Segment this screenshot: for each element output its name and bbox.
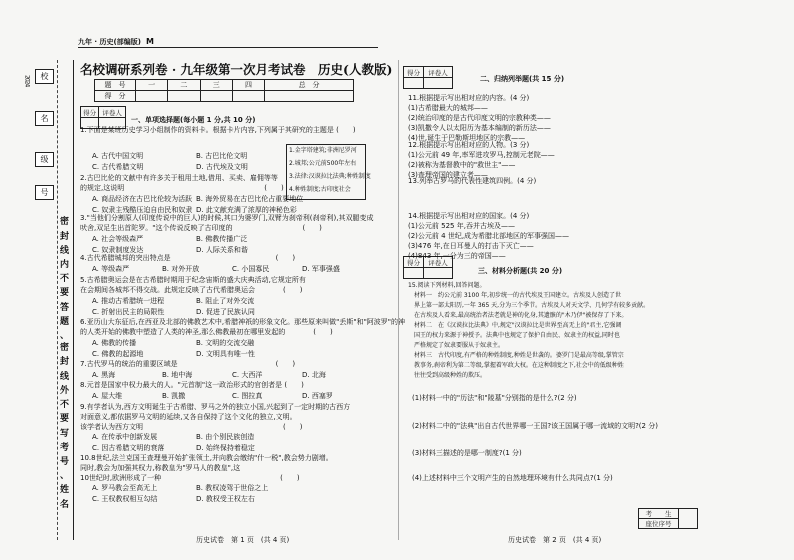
option-q2: C. 奴隶主残酷压迫自由民和奴隶 xyxy=(92,206,193,214)
seal-char: 姓 xyxy=(60,485,70,495)
score-table xyxy=(94,79,354,102)
score-cell[interactable] xyxy=(136,91,168,102)
option-q2: A. 商品经济在古巴比伦较为活跃 xyxy=(92,195,193,203)
school-label: 校 xyxy=(35,69,54,84)
option-q1: A. 古代中国文明 xyxy=(92,152,144,160)
question-q10-line: 10世纪时,欧洲形成了一种 ( ) xyxy=(80,474,300,482)
score-cell[interactable] xyxy=(168,91,200,102)
score-cell[interactable] xyxy=(265,91,354,102)
grader-box-label: 评卷人 xyxy=(423,257,452,268)
seal-char: 名 xyxy=(60,500,70,510)
question-q1-line: 1.下面是某班历史学习小组制作的资料卡。根据卡片内容,下列属于其研究的主题是 ( ) xyxy=(80,126,356,134)
option-q5: C. 折射出民主的局限性 xyxy=(92,308,165,316)
question-q15-line: 15.阅读下列材料,回答问题。 xyxy=(408,282,486,289)
option-q10: D. 教权受王权左右 xyxy=(196,495,255,503)
part3-heading: 三、材料分析题(共 20 分) xyxy=(478,267,563,275)
seal-char: 不 xyxy=(60,274,70,284)
question-q11-line: (2)统治印度的是古代印度文明的宗教种类—— xyxy=(408,114,551,122)
question-q15-line: 材料二 在《汉谟拉比法典》中,规定"汉谟拉比是世界至高无上的"君主,它强调 xyxy=(414,322,622,329)
class-label: 级 xyxy=(35,152,54,167)
option-q4: C. 小国寡民 xyxy=(232,265,270,273)
score-box-label: 得分 xyxy=(81,107,99,118)
header-rule xyxy=(78,47,378,48)
option-q10: B. 教权凌驾于世俗之上 xyxy=(196,484,269,492)
question-q14-line: (4)843 年,一分为三的帝国—— xyxy=(408,252,506,260)
question-q14-line: (2)公元前 4 世纪,成为希腊北部地区的军事强国—— xyxy=(408,232,570,240)
version-mark: M xyxy=(146,37,154,46)
grade-subject: 九年 · 历史(部编版) xyxy=(78,38,141,46)
seal-char: 不 xyxy=(60,400,70,410)
grader-box-cell[interactable] xyxy=(423,78,452,89)
option-q6: D. 文明具有唯一性 xyxy=(196,350,255,358)
card-line: 3.法律:汉谟拉比法典;种姓制度 xyxy=(289,173,371,180)
seal-char: 要 xyxy=(60,288,70,298)
score-box-cell[interactable] xyxy=(404,268,424,279)
name-label: 名 xyxy=(35,111,54,126)
resource-card xyxy=(286,144,371,200)
question-q3-line: 吠舍,双足生出首陀罗。"这个传说反映了古印度的 ( ) xyxy=(80,224,322,232)
option-q2: B. 海外贸易在古巴比伦占重要地位 xyxy=(196,195,304,203)
grader-box-label: 评卷人 xyxy=(423,67,452,78)
option-q6: A. 佛教的传播 xyxy=(92,339,137,347)
question-q12-line: (2)被称为基督教中的"救世主"—— xyxy=(408,161,516,169)
question-q14-line: (1)公元前 525 年,吞并古埃及—— xyxy=(408,222,515,230)
seal-char: 内 xyxy=(60,260,70,270)
question-q9-line: 对面意义,都依据罗马文明的延续,又各自保持了这个文化的独立,文明。 xyxy=(80,413,297,421)
part2-heading: 二、归纳列举题(共 15 分) xyxy=(480,75,565,83)
score-box-cell[interactable] xyxy=(404,78,424,89)
option-q5: B. 阻止了对外交流 xyxy=(196,297,255,305)
question-q11-line: (4)世,诞生于巴勒斯坦地区的宗教—— xyxy=(408,134,526,142)
subquestion-1: (1)材料一中的"历法"和"陵墓"分别指的是什么?(2 分) xyxy=(412,394,577,402)
option-q8: A. 屋大维 xyxy=(92,392,123,400)
question-q15-line: 教事务,刹帝利为第二等级,掌握着军政大权。在这种制度之下,社会中的低级种姓 xyxy=(414,362,624,369)
question-q11-line: 11.根据提示写出相对应的内容。(4 分) xyxy=(408,94,530,102)
option-q1: B. 古巴比伦文明 xyxy=(196,152,248,160)
question-q7-line: 7.古代罗马的统治的重要区域是 ( ) xyxy=(80,360,296,368)
seal-char: 线 xyxy=(60,372,70,382)
question-q11-line: (1)古希腊最大的城邦—— xyxy=(408,104,488,112)
seal-char: 号 xyxy=(60,457,70,467)
footer-left: 历史试卷 第 1 页 (共 4 页) xyxy=(196,536,290,544)
question-q13-line: 13.列举古罗马的代表性建筑四例。(4 分) xyxy=(408,177,537,185)
center-divider xyxy=(398,60,399,540)
score-col-3: 三 xyxy=(200,80,232,91)
seal-char: 答 xyxy=(60,303,70,313)
option-q4: A. 等级森严 xyxy=(92,265,130,273)
option-q8: D. 西塞罗 xyxy=(302,392,333,400)
question-q15-line: 往往受到高级种姓的欺压。 xyxy=(414,372,487,379)
option-q3: C. 奴隶制度发达 xyxy=(92,246,144,254)
option-q4: B. 对外开放 xyxy=(162,265,200,273)
grader-box-cell[interactable] xyxy=(423,268,452,279)
question-q15-line: 国王的权力来源于神授予。法典中也规定了保护自由民、奴隶主的权益,同时也 xyxy=(414,332,620,339)
question-q2-line: 的规定,这说明 ( ) xyxy=(80,184,284,192)
seal-char: 线 xyxy=(60,246,70,256)
question-q14-line: (3)476 年,在日耳曼人的打击下灭亡—— xyxy=(408,242,534,250)
score-col-2: 二 xyxy=(168,80,200,91)
score-col-total: 总 分 xyxy=(265,80,354,91)
score-col-label: 题 号 xyxy=(95,80,136,91)
question-q6-line: 的人类开始的佛教中塑造了人类的神圣,那么佛教最初在哪里发起的 ( ) xyxy=(80,328,333,336)
seal-char: 考 xyxy=(60,443,70,453)
score-row-label: 得 分 xyxy=(95,91,136,102)
option-q8: B. 凯撒 xyxy=(162,392,186,400)
seat-label-1: 考 生 xyxy=(639,509,679,519)
question-q12-line: (1)公元前 49 年,率军进攻罗马,控制元老院—— xyxy=(408,151,555,159)
footer-right: 历史试卷 第 2 页 (共 4 页) xyxy=(508,536,602,544)
option-q4: D. 军事强盛 xyxy=(302,265,340,273)
question-q6-line: 6.亚历山大东征后,在西亚及北部的佛教艺术中,希腊神祇的形象文化。那些原来叫做"丢斯"和"阿波罗"的神 xyxy=(80,318,406,326)
option-q1: C. 古代希腊文明 xyxy=(92,163,144,171)
question-q15-line: 界上第一部太阳历,一年 365 天,分为三个季节。古埃及人对天文学、几何学有较多贡献。 xyxy=(414,302,650,309)
grader-box-label: 评卷人 xyxy=(99,107,126,118)
option-q7: C. 大西洋 xyxy=(232,371,263,379)
option-q10: C. 王权教权相互勾结 xyxy=(92,495,158,503)
part1-heading: 一、单项选择题(每小题 1 分,共 10 分) xyxy=(131,116,256,124)
seal-char: 封 xyxy=(60,232,70,242)
option-q3: A. 社会等级森严 xyxy=(92,235,144,243)
question-q4-line: 4.古代希腊城邦的突出特点是 ( ) xyxy=(80,254,296,262)
option-q2: D. 此文献充满了浓厚的神秘色彩 xyxy=(196,206,297,214)
option-q7: B. 地中海 xyxy=(162,371,193,379)
vertical-year: 2024 xyxy=(23,75,31,87)
option-q9: B. 由个别民族创造 xyxy=(196,433,255,441)
score-col-1: 一 xyxy=(136,80,168,91)
question-q9-line: 9.有学者认为,西方文明诞生于古希腊、罗马之外的独立小国,兴起到了一定时期的古西方 xyxy=(80,403,351,411)
question-q15-line: 材料三 古代印度,有严格的种姓制度,种姓是世袭的。婆罗门是最高等级,掌管宗 xyxy=(414,352,624,359)
question-q10-line: 同时,教会为加强其权力,称教皇为"罗马人的教皇",这 xyxy=(80,464,241,472)
seal-char: 要 xyxy=(60,414,70,424)
question-q9-line: 该学者认为西方文明 ( ) xyxy=(80,423,303,431)
question-q10-line: 10.8世纪,法兰克国王查理曼开始扩张领土,并向教会缴纳"什一税",教会势力剧增。 xyxy=(80,454,333,462)
subquestion-4: (4)上述材料中三个文明产生的自然地理环境有什么共同点?(1 分) xyxy=(412,474,613,482)
option-q5: A. 推动古希腊统一进程 xyxy=(92,297,165,305)
seal-dashed-line xyxy=(57,60,58,540)
option-q6: B. 文明的交流交融 xyxy=(196,339,255,347)
subquestion-3: (3)材料三描述的是哪一制度?(1 分) xyxy=(412,449,522,457)
seal-char: 密 xyxy=(60,217,70,227)
option-q9: A. 在传承中创新发展 xyxy=(92,433,158,441)
number-label: 号 xyxy=(35,185,54,200)
option-q5: D. 促进了民族认同 xyxy=(196,308,255,316)
question-q11-line: (3)凯撒令人以太阳历为基本编制的新历法—— xyxy=(408,124,551,132)
question-q15-line: 在古埃及人看来,最高统治者法老就是神的化身,其遗骸的"木乃伊"被保存了下来。 xyxy=(414,312,628,319)
option-q1: D. 古代埃及文明 xyxy=(196,163,248,171)
card-line: 1.金字塔建筑;非洲尼罗河 xyxy=(289,147,357,154)
seat-number-box xyxy=(638,508,698,529)
question-q8-line: 8.元首是国家中权力最大的人。"元首制"这一政治形式的官创者是 ( ) xyxy=(80,381,304,389)
seal-char: 密 xyxy=(60,343,70,353)
score-cell[interactable] xyxy=(232,91,264,102)
seal-char: 封 xyxy=(60,357,70,367)
score-col-4: 四 xyxy=(232,80,264,91)
score-box-label: 得分 xyxy=(404,257,424,268)
option-q9: D. 始终保持着稳定 xyxy=(196,444,255,452)
question-q15-line: 严格规定了奴隶要服从于奴隶主。 xyxy=(414,342,505,349)
question-q12-line: 12.根据提示写出相对应的人物。(3 分) xyxy=(408,141,530,149)
seal-solid-line xyxy=(73,60,74,540)
part2-score-box xyxy=(403,66,453,89)
option-q10: A. 罗马教会至高无上 xyxy=(92,484,158,492)
seal-char: 题 xyxy=(60,317,70,327)
option-q3: B. 佛教传播广泛 xyxy=(196,235,248,243)
seat-number-cell[interactable] xyxy=(679,509,698,529)
score-cell[interactable] xyxy=(200,91,232,102)
question-q2-line: 2.古巴比伦的文献中有许多关于租用土地,借用、买卖、雇佣等等 xyxy=(80,174,278,182)
question-q14-line: 14.根据提示写出相对应的国家。(4 分) xyxy=(408,212,530,220)
seal-char: 外 xyxy=(60,386,70,396)
seal-char: 写 xyxy=(60,429,70,439)
seat-label-2: 座位序号 xyxy=(639,519,679,529)
seal-char: 、 xyxy=(60,331,70,341)
option-q6: C. 佛教的起源地 xyxy=(92,350,144,358)
question-q5-line: 5.古希腊奥运会是在古希腊时期用于纪念宙斯的盛大庆典活动,它规定所有 xyxy=(80,276,306,284)
option-q7: D. 北海 xyxy=(302,371,326,379)
seal-char: 、 xyxy=(60,471,70,481)
option-q8: C. 图拉真 xyxy=(232,392,263,400)
score-box-label: 得分 xyxy=(404,67,424,78)
option-q9: C. 因古希腊文明的衰落 xyxy=(92,444,165,452)
card-line: 2.城邦;公元前500年左右 xyxy=(289,160,357,167)
option-q3: D. 人际关系和谐 xyxy=(196,246,248,254)
question-q3-line: 3."当他们分割原人(印度传说中的巨人)的时候,其口为婆罗门,双臂为刹帝利(刹帝利),其双腿变成 xyxy=(80,214,374,222)
card-line: 4.种姓制度;古印度社会 xyxy=(289,186,351,193)
option-q7: A. 黑海 xyxy=(92,371,116,379)
question-q12-line: (3)查理帝国的建立者—— xyxy=(408,171,488,179)
question-q15-line: 材料一 约公元前 3100 年,初步统一的古代埃及王国建立。古埃及人创造了世 xyxy=(414,292,621,299)
subquestion-2: (2)材料二中的"法典"出自古代世界哪一王国?该王国属于哪一流域的文明?(2 分) xyxy=(412,422,658,430)
page-title: 名校调研系列卷 · 九年级第一次月考试卷 历史(人教版) xyxy=(80,62,393,77)
question-q5-line: 在会期间各城邦不得交战。此规定反映了古代希腊奥运会 ( ) xyxy=(80,286,303,294)
